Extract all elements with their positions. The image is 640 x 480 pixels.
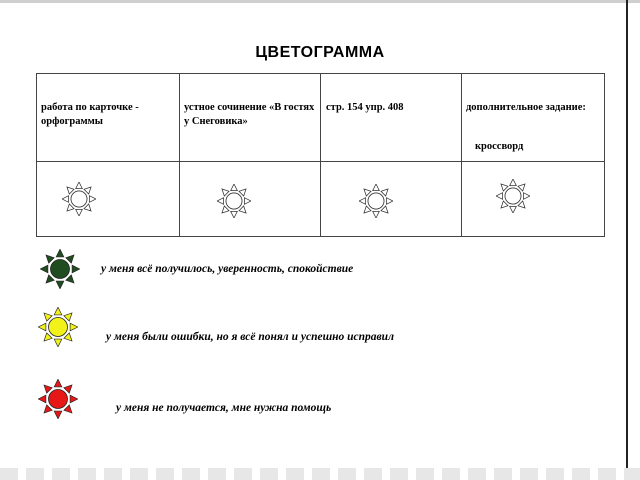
- task-table: [36, 73, 605, 237]
- sun-red-icon: [38, 379, 78, 419]
- sun-yellow-icon: [38, 307, 78, 347]
- table-divider: [179, 74, 180, 236]
- task-crossword: кроссворд: [475, 141, 524, 152]
- sun-green-icon: [40, 249, 80, 289]
- task-textbook-exercise: стр. 154 упр. 408: [326, 102, 404, 113]
- legend-text-need-help: у меня не получается, мне нужна помощь: [116, 402, 332, 414]
- legend-text-success: у меня всё получилось, уверенность, спокойствие: [101, 263, 354, 275]
- table-divider: [461, 74, 462, 236]
- task-additional: дополнительное задание:: [466, 102, 586, 113]
- sun-outline-icon[interactable]: [62, 182, 96, 216]
- table-divider: [320, 74, 321, 236]
- slide-bottom-edge: [0, 468, 640, 480]
- sun-outline-icon[interactable]: [496, 179, 530, 213]
- slide-top-edge: [0, 0, 640, 3]
- slide-right-edge: [626, 0, 628, 480]
- page-title: ЦВЕТОГРАММА: [255, 44, 385, 61]
- table-row-divider: [37, 161, 604, 162]
- legend-text-corrected-errors: у меня были ошибки, но я всё понял и успешно исправил: [106, 331, 394, 343]
- task-oral-essay: устное сочинение «В гостях у Снеговика»: [184, 102, 315, 127]
- sun-outline-icon[interactable]: [359, 184, 393, 218]
- sun-outline-icon[interactable]: [217, 184, 251, 218]
- task-card-orthograms: работа по карточке - орфограммы: [41, 102, 139, 127]
